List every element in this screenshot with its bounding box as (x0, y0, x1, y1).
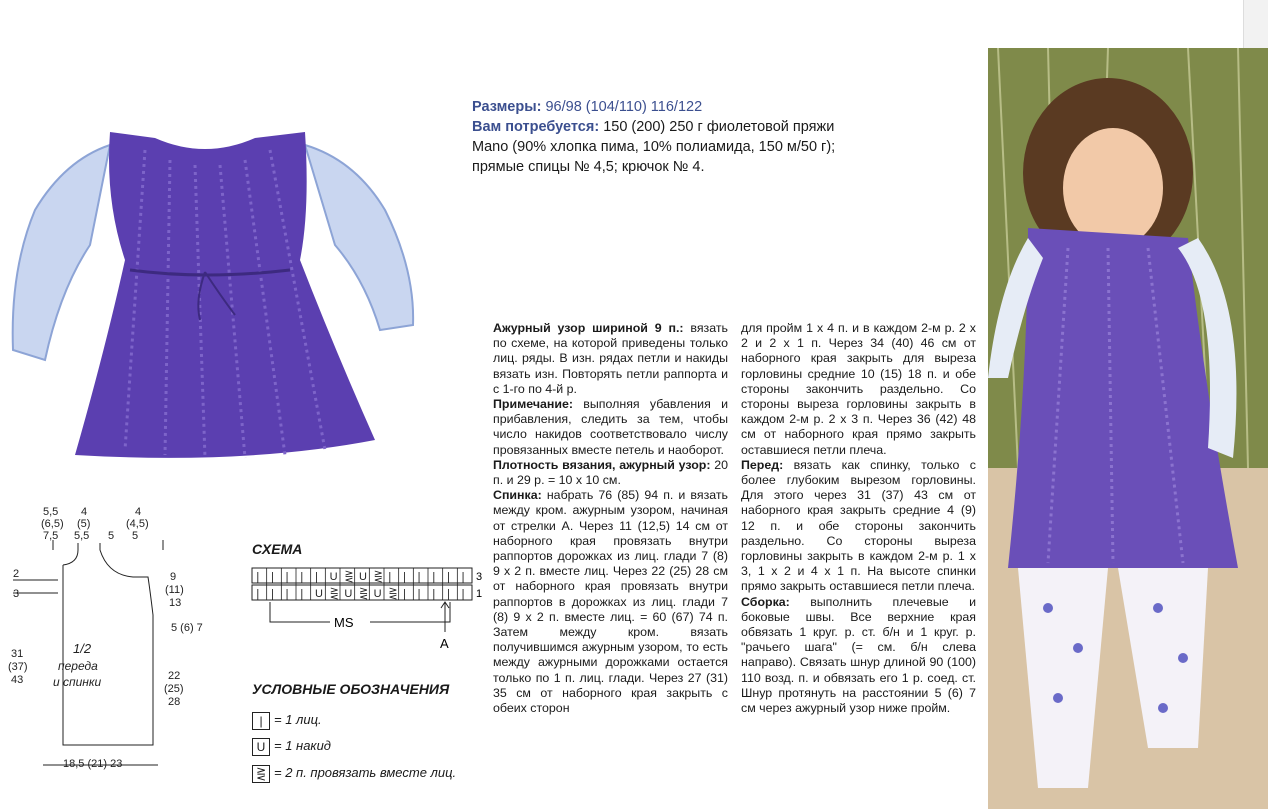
chart-stitch: | (447, 571, 450, 583)
chart-stitch: | (315, 571, 318, 583)
legend-item (252, 737, 331, 755)
stitch-chart (250, 566, 490, 656)
tools-line: прямые спицы № 4,5; крючок № 4. (472, 159, 705, 175)
paragraph-label: Перед: (741, 457, 784, 472)
dim-label: 5 (6) 7 (171, 622, 203, 634)
instructions-column-1 (493, 321, 728, 716)
legend-text: = 2 п. провязать вместе лиц. (274, 765, 457, 780)
paragraph (741, 458, 976, 595)
dim-label: (25) (164, 683, 184, 695)
dim-label: 5,5 (74, 530, 90, 542)
paragraph-label: Ажурный узор шириной 9 п.: (493, 321, 684, 335)
paragraph-text: выполняя убавления и прибавления, следить за тем, чтобы число накидов соответствовало числу провязанных вместе петель и наоборот. (493, 397, 728, 457)
dim-label: 28 (168, 696, 181, 708)
paragraph-label: Спинка: (493, 488, 542, 503)
chart-stitch: ⋛ (373, 571, 383, 583)
chart-stitch: U (315, 588, 323, 600)
dim-label: 4 (81, 506, 88, 518)
dim-label: 5 (132, 530, 139, 542)
center-label: и спинки (53, 675, 102, 689)
dim-label: (6,5) (41, 518, 64, 530)
k2tog-symbol: ⋛ (252, 765, 270, 783)
center-label: переда (58, 659, 98, 673)
dim-label: 5,5 (43, 506, 59, 518)
chart-stitch: | (271, 588, 274, 600)
dim-label: 31 (11, 648, 24, 660)
legend-text: = 1 накид (274, 738, 331, 753)
chart-stitch: | (432, 571, 436, 583)
dim-label: 18,5 (21) 23 (63, 758, 123, 770)
chart-stitch: | (285, 571, 289, 583)
paragraph-label: Сборка: (741, 594, 790, 609)
paragraph (493, 321, 728, 397)
child-photo (988, 48, 1268, 809)
paragraph-text: вязать по схеме, на которой приведены только лиц. ряды. В изн. рядах петли и накиды вязать изн. Повторять петли раппорта и с 1-го по 4-й р. (493, 321, 728, 396)
chart-stitch: | (285, 588, 289, 600)
chart-stitch: | (300, 588, 304, 600)
paragraph-text: набрать 76 (85) 94 п. и вязать между кром. ажурным узором, начиная от стрелки А. Через 11 (12,5) 14 см от наборного края провязать внутри раппортов дорожках из лиц. глади 7 (8) 9 х 2 п. вместе лиц. Через 22 (25) 28 см от наборного края провязать внутри раппортов в дорожках из лиц. глади 7 (8) 9 х 2 п. вместе лиц. = 60 (67) 74 п. Затем между кром. вязать получившимся ажурным узором, то есть между ажурными дорожками остается только по 1 п. лиц. глади. Через 27 (31) 35 см от наборного края закрыть с обеих сторон (493, 488, 728, 716)
dim-label: 3 (13, 588, 20, 600)
row-number-3: 3 (476, 571, 483, 583)
chart-stitch: | (300, 571, 304, 583)
dim-label: 43 (11, 674, 24, 686)
paragraph-text: вязать как спинку, только с более глубоким вырезом горловины. Для этого через 31 (37) 43 см от наборного края закрыть средние 4 (9) 12 п. и обе стороны закончить раздельно. Со стороны выреза горловины закрыть в каждом 2-м р. 1 х 3, 1 х 2 и 4 х 1 п. На высоте спинки прямо закрыть оставшиеся петли плеча. (741, 457, 976, 594)
chart-stitch: | (417, 588, 421, 600)
center-label: 1/2 (73, 641, 92, 656)
chart-stitch: | (256, 571, 260, 583)
paragraph-label: Примечание: (493, 397, 574, 412)
chart-stitch: | (461, 588, 465, 600)
dim-label: 13 (169, 597, 182, 609)
dim-label: (4,5) (126, 518, 149, 530)
need-value: 150 (200) 250 г фиолетовой пряжи (603, 119, 835, 135)
chart-stitch: U (373, 588, 382, 600)
dim-label: (37) (8, 661, 28, 673)
ms-label: MS (334, 615, 354, 630)
chart-stitch: U (359, 571, 367, 583)
dim-label: (11) (165, 584, 184, 596)
dress-illustration (5, 120, 425, 480)
chart-stitch: | (388, 571, 392, 583)
paragraph-text: выполнить плечевые и боковые швы. Все верхние края обвязать 1 круг. р. ст. б/н и 1 круг. р. "рачьего шага" (= см. б/н слева направо). Связать шнур длиной 90 (100) 110 возд. п. и обвязать его 1 р. соед. ст. Шнур протянуть на расстоянии 5 (6) 7 см через ажурный узор ниже пройм. (741, 594, 976, 716)
paragraph-label: Плотность вязания, ажурный узор: (493, 457, 711, 472)
chart-stitch: | (256, 588, 260, 600)
pattern-schematic (8, 505, 233, 780)
row-number-1: 1 (476, 588, 483, 600)
yarn-over-symbol: U (252, 738, 270, 756)
dim-label: (5) (77, 518, 91, 530)
dim-label: 22 (168, 670, 181, 682)
header-info (472, 97, 912, 177)
chart-stitch: ⋛ (359, 588, 369, 600)
legend-text: = 1 лиц. (274, 712, 322, 727)
chart-stitch: ⋛ (344, 571, 354, 583)
legend-title: УСЛОВНЫЕ ОБОЗНАЧЕНИЯ (252, 681, 450, 697)
arrow-label: A (440, 636, 449, 651)
instructions-column-2 (741, 321, 976, 716)
paragraph (741, 595, 976, 717)
dim-label: 9 (170, 571, 177, 583)
chart-stitch: U (344, 588, 353, 600)
dim-label: 7,5 (43, 530, 59, 542)
dim-label: 5 (108, 530, 115, 542)
chart-stitch: U (329, 571, 338, 583)
chart-stitch: | (417, 571, 421, 583)
paragraph (741, 321, 976, 458)
paragraph (493, 397, 728, 458)
chart-stitch: ⋛ (388, 588, 398, 600)
legend-item (252, 764, 456, 782)
chart-stitch: | (432, 588, 436, 600)
chart-stitch: | (271, 571, 274, 583)
need-label: Вам потребуется: (472, 119, 600, 135)
legend-item (252, 711, 322, 729)
dim-label: 4 (135, 506, 142, 518)
paragraph (493, 488, 728, 716)
dim-label: 2 (13, 568, 20, 580)
paragraph-text: 20 п. и 29 р. = 10 х 10 см. (493, 457, 728, 488)
chart-stitch: | (403, 571, 406, 583)
chart-stitch: | (461, 571, 465, 583)
paragraph-text: для пройм 1 х 4 п. и в каждом 2-м р. 2 х 2 и 2 х 1 п. Через 34 (40) 46 см от наборного края закрыть для выреза горловины средние 10 (15) 18 п. и обе стороны закончить раздельно. Со стороны выреза горловины закрыть в каждом 2-м р. 2 х 3 п. Через 36 (42) 48 см от наборного края прямо закрыть оставшиеся петли плеча. (741, 321, 976, 457)
materials-line: Mano (90% хлопка пима, 10% полиамида, 150 м/50 г); (472, 139, 836, 155)
chart-stitch: | (447, 588, 450, 600)
sizes-label: Размеры: (472, 99, 542, 115)
knit-symbol: | (252, 712, 270, 730)
paragraph (493, 458, 728, 488)
sizes-value: 96/98 (104/110) 116/122 (545, 99, 703, 115)
schema-title: СХЕМА (252, 541, 303, 557)
chart-stitch: ⋛ (329, 588, 339, 600)
chart-stitch: | (403, 588, 406, 600)
scrollbar-corner (1243, 0, 1268, 48)
